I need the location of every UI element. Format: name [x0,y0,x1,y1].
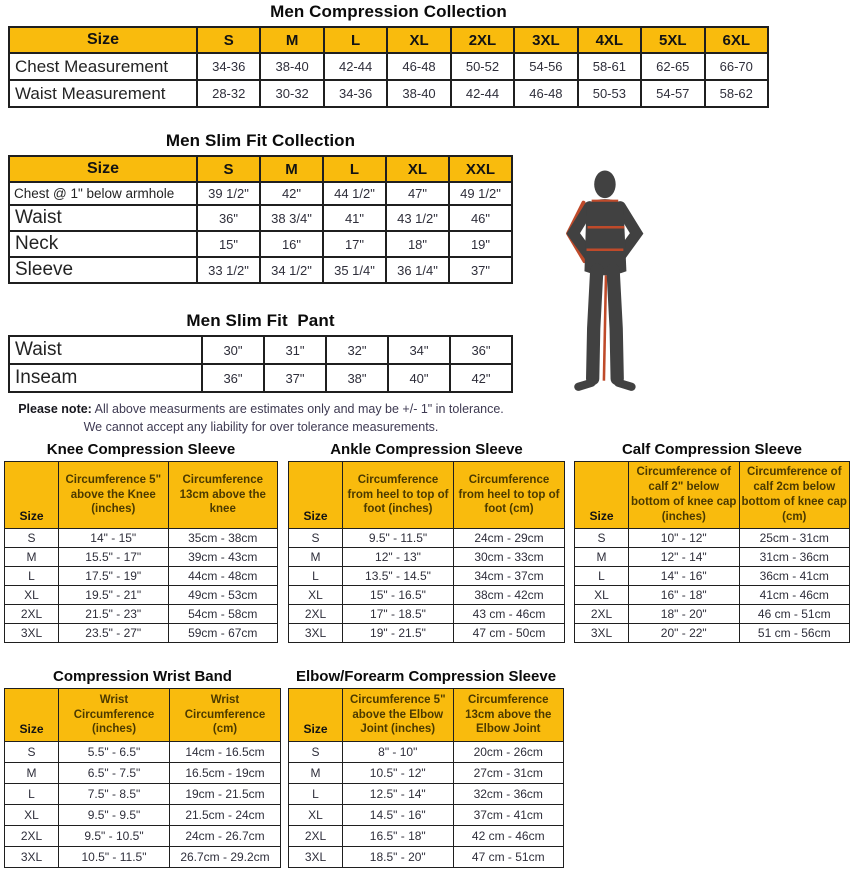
row-label-cell: 3XL [5,624,59,643]
male-measurement-silhouette [552,170,664,395]
value-cell: 15" - 16.5" [343,586,454,605]
column-header: 3XL [514,27,577,53]
value-cell: 66-70 [705,53,769,80]
table-row [5,586,278,605]
row-label-cell: S [289,742,343,763]
value-cell: 54-57 [641,80,704,107]
header-row [5,689,281,742]
value-cell: 15.5" - 17" [59,548,169,567]
men-slim-fit-pant-table [8,335,513,393]
table-row [5,805,281,826]
knee-compression-sleeve-table [4,461,278,643]
table-row [289,567,565,586]
value-cell: 19cm - 21.5cm [170,784,281,805]
row-label-cell: 3XL [289,847,343,868]
size-column-header: Size [289,462,343,529]
row-label-cell: XL [5,805,59,826]
value-cell: 42" [260,182,323,205]
value-cell: 14cm - 16.5cm [170,742,281,763]
table-row [9,257,512,283]
table-row [289,529,565,548]
table-row [575,567,850,586]
value-cell: 20" - 22" [629,624,740,643]
table-row [289,784,564,805]
value-cell: 39cm - 43cm [168,548,278,567]
value-cell: 37" [264,364,326,392]
size-column-header: Size [575,462,629,529]
table-row [289,805,564,826]
value-cell: 43 1/2" [386,205,449,231]
column-header: Circumference of calf 2cm below bottom of knee cap (cm) [739,462,850,529]
row-label-cell: M [5,763,59,784]
tolerance-note-label: Please note: [18,402,92,416]
value-cell: 12" - 14" [629,548,740,567]
header-row [9,27,768,53]
value-cell: 40" [388,364,450,392]
row-label-cell: L [289,567,343,586]
row-label-cell: M [289,763,343,784]
value-cell: 12.5" - 14" [343,784,454,805]
value-cell: 14.5" - 16" [343,805,454,826]
table-row [9,205,512,231]
size-column-header: Size [9,27,197,53]
column-header: 4XL [578,27,641,53]
value-cell: 16.5" - 18" [343,826,454,847]
value-cell: 38cm - 42cm [454,586,565,605]
value-cell: 38" [326,364,388,392]
value-cell: 42" [450,364,512,392]
column-header: XL [387,27,450,53]
inseam-measure-line [604,275,606,380]
table-row [575,586,850,605]
value-cell: 38 3/4" [260,205,323,231]
value-cell: 15" [197,231,260,257]
men-slim-fit-collection-table [8,155,513,284]
row-label-cell: M [575,548,629,567]
row-label-cell: XL [5,586,59,605]
column-header: Circumference 13cm above the knee [168,462,278,529]
value-cell: 16" - 18" [629,586,740,605]
value-cell: 34-36 [324,80,387,107]
row-label-cell: S [289,529,343,548]
value-cell: 23.5" - 27" [59,624,169,643]
ankle-compression-sleeve-title: Ankle Compression Sleeve [330,441,523,458]
column-header: Wrist Circumference (inches) [59,689,170,742]
table-row [9,231,512,257]
head [594,171,615,199]
knee-compression-sleeve-section [4,441,278,643]
value-cell: 46" [449,205,512,231]
table-row [289,605,565,624]
column-header: M [260,156,323,182]
value-cell: 41" [323,205,386,231]
row-label-cell: S [5,742,59,763]
table-row [289,763,564,784]
column-header: S [197,156,260,182]
table-row [5,742,281,763]
value-cell: 31cm - 36cm [739,548,850,567]
column-header: XXL [449,156,512,182]
value-cell: 42-44 [324,53,387,80]
row-label-cell: M [289,548,343,567]
value-cell: 32" [326,336,388,364]
table-row [9,364,512,392]
calf-compression-sleeve-title: Calf Compression Sleeve [621,441,803,458]
value-cell: 17" - 18.5" [343,605,454,624]
value-cell: 26.7cm - 29.2cm [170,847,281,868]
value-cell: 34cm - 37cm [454,567,565,586]
compression-wrist-band-section [4,668,281,868]
table-row [575,529,850,548]
tolerance-note-line2: We cannot accept any liability for over tolerance measurements. [83,419,439,434]
table-row [5,784,281,805]
value-cell: 36" [202,364,264,392]
row-label-cell: 3XL [5,847,59,868]
tolerance-note-line1 [0,401,522,419]
row-label-cell: Waist Measurement [9,80,197,107]
calf-compression-sleeve-section [574,441,850,643]
knee-compression-sleeve-title: Knee Compression Sleeve [46,441,236,458]
value-cell: 21.5cm - 24cm [170,805,281,826]
header-row [289,462,565,529]
row-label-cell: XL [575,586,629,605]
torso [584,199,626,275]
value-cell: 59cm - 67cm [168,624,278,643]
value-cell: 18" - 20" [629,605,740,624]
row-label-cell: 3XL [575,624,629,643]
male-silhouette-icon [552,170,664,395]
value-cell: 27cm - 31cm [453,763,564,784]
tolerance-note [0,401,522,436]
column-header: Circumference 5" above the Knee (inches) [59,462,169,529]
elbow-forearm-compression-sleeve-title: Elbow/Forearm Compression Sleeve [295,668,557,685]
row-label-cell: Chest Measurement [9,53,197,80]
table-row [5,605,278,624]
right-leg [613,270,617,378]
size-column-header: Size [5,462,59,529]
value-cell: 62-65 [641,53,704,80]
value-cell: 31" [264,336,326,364]
row-label-cell: 2XL [575,605,629,624]
value-cell: 14" - 15" [59,529,169,548]
table-row [289,586,565,605]
table-row [289,548,565,567]
row-label-cell: 2XL [289,826,343,847]
value-cell: 24cm - 26.7cm [170,826,281,847]
header-row [5,462,278,529]
row-label-cell: L [5,784,59,805]
value-cell: 30-32 [260,80,323,107]
value-cell: 58-61 [578,53,641,80]
value-cell: 14" - 16" [629,567,740,586]
left-foot [578,383,591,387]
value-cell: 34 1/2" [260,257,323,283]
table-row [289,847,564,868]
value-cell: 8" - 10" [343,742,454,763]
men-compression-collection-section [8,2,769,108]
value-cell: 9.5" - 11.5" [343,529,454,548]
value-cell: 32cm - 36cm [453,784,564,805]
value-cell: 24cm - 29cm [454,529,565,548]
value-cell: 7.5" - 8.5" [59,784,170,805]
value-cell: 42-44 [451,80,514,107]
value-cell: 18" [386,231,449,257]
row-label-cell: L [575,567,629,586]
table-row [5,847,281,868]
row-label-cell: XL [289,586,343,605]
men-slim-fit-collection-title: Men Slim Fit Collection [165,131,356,150]
left-leg [593,270,597,378]
table-row [5,763,281,784]
value-cell: 38-40 [387,80,450,107]
value-cell: 47 cm - 51cm [453,847,564,868]
table-row [575,624,850,643]
value-cell: 25cm - 31cm [739,529,850,548]
ankle-compression-sleeve-section [288,441,565,643]
value-cell: 46 cm - 51cm [739,605,850,624]
value-cell: 35 1/4" [323,257,386,283]
column-header: 5XL [641,27,704,53]
value-cell: 50-53 [578,80,641,107]
value-cell: 44 1/2" [323,182,386,205]
column-header: L [323,156,386,182]
table-row [5,548,278,567]
column-header: 6XL [705,27,769,53]
header-row [289,689,564,742]
column-header: Circumference from heel to top of foot (cm) [454,462,565,529]
value-cell: 17.5" - 19" [59,567,169,586]
value-cell: 12" - 13" [343,548,454,567]
row-label-cell: XL [289,805,343,826]
men-compression-collection-title: Men Compression Collection [270,2,507,21]
header-row [575,462,850,529]
value-cell: 36 1/4" [386,257,449,283]
row-label-cell: S [5,529,59,548]
men-slim-fit-pant-title: Men Slim Fit Pant [186,311,335,330]
value-cell: 30cm - 33cm [454,548,565,567]
value-cell: 19" - 21.5" [343,624,454,643]
value-cell: 6.5" - 7.5" [59,763,170,784]
table-row [9,80,768,107]
value-cell: 47 cm - 50cm [454,624,565,643]
row-label-cell: L [5,567,59,586]
value-cell: 34" [388,336,450,364]
value-cell: 39 1/2" [197,182,260,205]
table-row [289,742,564,763]
column-header: L [324,27,387,53]
men-slim-fit-pant-section [8,311,513,393]
value-cell: 38-40 [260,53,323,80]
value-cell: 46-48 [387,53,450,80]
table-row [289,826,564,847]
value-cell: 33 1/2" [197,257,260,283]
value-cell: 54cm - 58cm [168,605,278,624]
value-cell: 46-48 [514,80,577,107]
value-cell: 54-56 [514,53,577,80]
value-cell: 9.5" - 10.5" [59,826,170,847]
value-cell: 35cm - 38cm [168,529,278,548]
column-header: M [260,27,323,53]
value-cell: 43 cm - 46cm [454,605,565,624]
column-header: XL [386,156,449,182]
value-cell: 36cm - 41cm [739,567,850,586]
column-header: Circumference of calf 2" below bottom of knee cap (inches) [629,462,740,529]
value-cell: 49 1/2" [449,182,512,205]
table-row [5,567,278,586]
row-label-cell: 2XL [5,605,59,624]
value-cell: 9.5" - 9.5" [59,805,170,826]
size-column-header: Size [5,689,59,742]
row-label-cell: M [5,548,59,567]
table-row [5,529,278,548]
value-cell: 51 cm - 56cm [739,624,850,643]
value-cell: 34-36 [197,53,260,80]
ankle-compression-sleeve-table [288,461,565,643]
row-label-cell: Chest @ 1" below armhole [9,182,197,205]
value-cell: 50-52 [451,53,514,80]
value-cell: 36" [197,205,260,231]
column-header: S [197,27,260,53]
column-header: Circumference from heel to top of foot (inches) [343,462,454,529]
compression-wrist-band-title: Compression Wrist Band [53,668,232,685]
value-cell: 10.5" - 11.5" [59,847,170,868]
value-cell: 47" [386,182,449,205]
row-label-cell: Neck [9,231,197,257]
table-row [5,624,278,643]
column-header: Circumference 13cm above the Elbow Joint [453,689,564,742]
row-label-cell: 3XL [289,624,343,643]
value-cell: 37" [449,257,512,283]
table-row [575,548,850,567]
value-cell: 10" - 12" [629,529,740,548]
table-row [5,826,281,847]
row-label-cell: L [289,784,343,805]
men-slim-fit-collection-section [8,131,513,284]
value-cell: 21.5" - 23" [59,605,169,624]
compression-wrist-band-table [4,688,281,868]
row-label-cell: Inseam [9,364,202,392]
value-cell: 20cm - 26cm [453,742,564,763]
value-cell: 44cm - 48cm [168,567,278,586]
table-row [9,336,512,364]
value-cell: 16" [260,231,323,257]
row-label-cell: Sleeve [9,257,197,283]
value-cell: 49cm - 53cm [168,586,278,605]
value-cell: 58-62 [705,80,769,107]
value-cell: 30" [202,336,264,364]
value-cell: 41cm - 46cm [739,586,850,605]
row-label-cell: Waist [9,205,197,231]
value-cell: 17" [323,231,386,257]
table-row [9,53,768,80]
value-cell: 37cm - 41cm [453,805,564,826]
value-cell: 18.5" - 20" [343,847,454,868]
size-column-header: Size [289,689,343,742]
elbow-forearm-compression-sleeve-table [288,688,564,868]
value-cell: 16.5cm - 19cm [170,763,281,784]
row-label-cell: 2XL [289,605,343,624]
table-row [575,605,850,624]
header-row [9,156,512,182]
value-cell: 10.5" - 12" [343,763,454,784]
value-cell: 42 cm - 46cm [453,826,564,847]
row-label-cell: 2XL [5,826,59,847]
tolerance-note-text: All above measurments are estimates only and may be +/- 1" in tolerance. [91,402,504,416]
row-label-cell: S [575,529,629,548]
table-row [9,182,512,205]
value-cell: 5.5" - 6.5" [59,742,170,763]
elbow-forearm-compression-sleeve-section [288,668,564,868]
right-foot [618,383,631,387]
men-compression-collection-table [8,26,769,108]
column-header: 2XL [451,27,514,53]
calf-compression-sleeve-table [574,461,850,643]
table-row [289,624,565,643]
value-cell: 28-32 [197,80,260,107]
column-header: Wrist Circumference (cm) [170,689,281,742]
value-cell: 19.5" - 21" [59,586,169,605]
value-cell: 13.5" - 14.5" [343,567,454,586]
row-label-cell: Waist [9,336,202,364]
size-column-header: Size [9,156,197,182]
value-cell: 19" [449,231,512,257]
value-cell: 36" [450,336,512,364]
column-header: Circumference 5" above the Elbow Joint (inches) [343,689,454,742]
